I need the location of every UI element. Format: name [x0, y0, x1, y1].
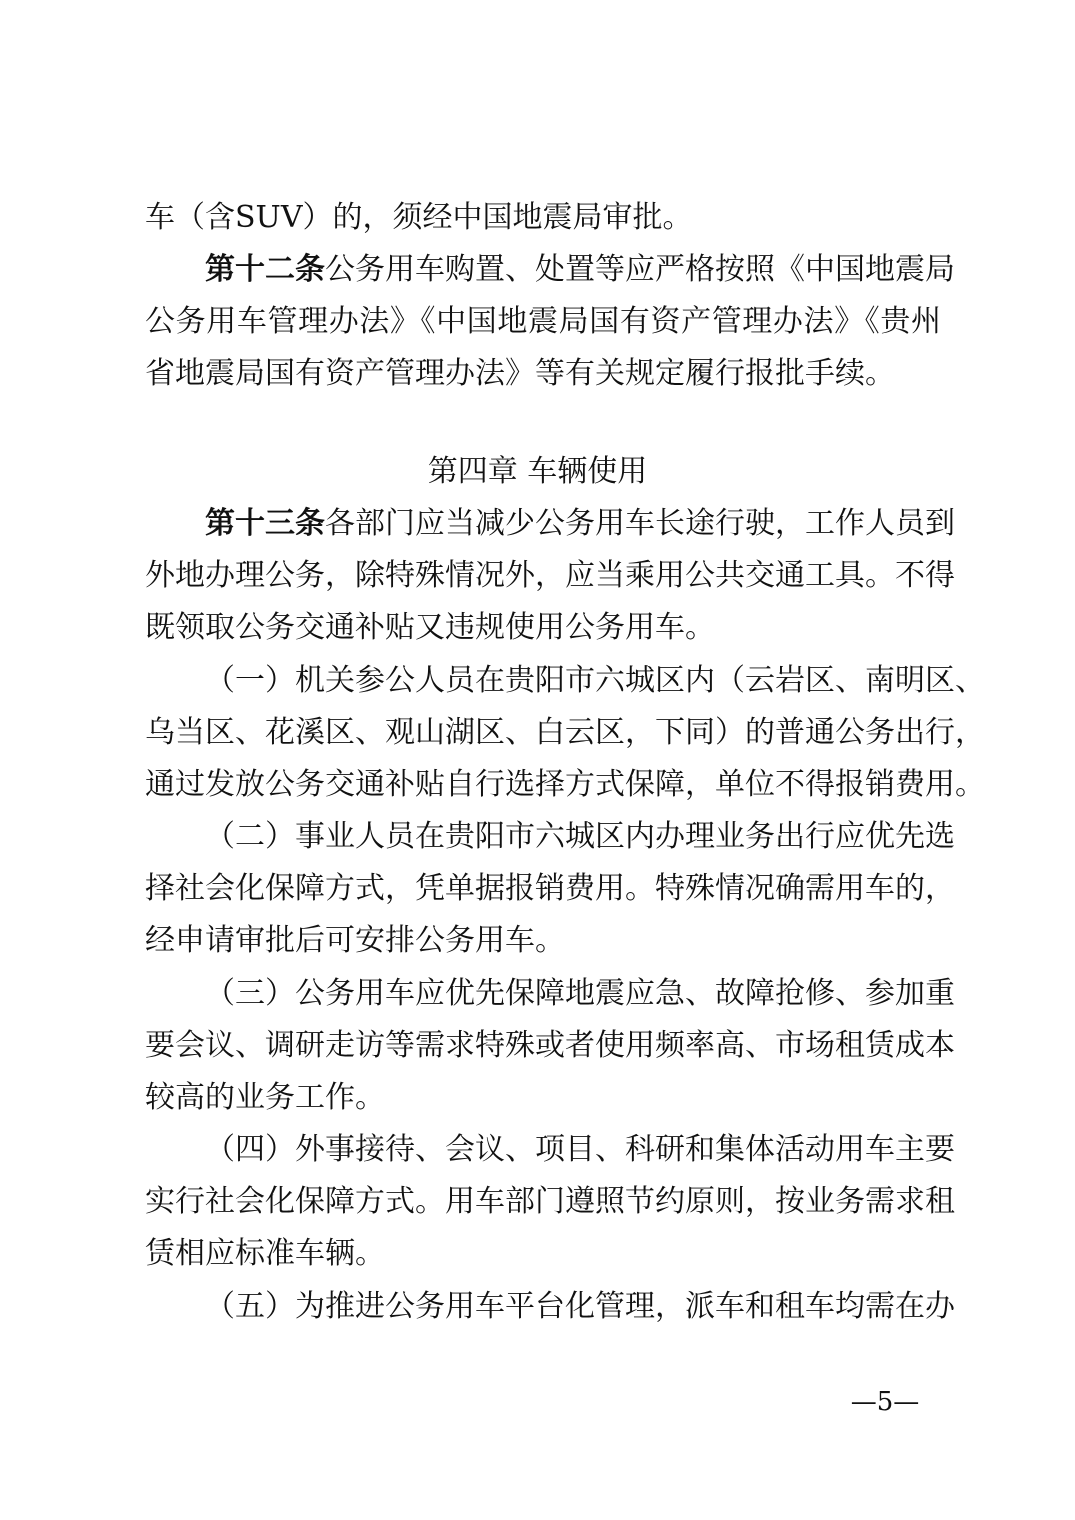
page-number: —5— — [850, 1387, 920, 1417]
line-text: 较高的业务工作。 — [145, 1080, 385, 1115]
article-12-label: 第十二条 — [205, 252, 325, 287]
line-text: 既领取公务交通补贴又违规使用公务用车。 — [145, 610, 715, 645]
clause-3-line — [205, 974, 955, 1014]
clause-1-line — [205, 661, 985, 701]
text-line — [145, 1234, 941, 1274]
line-text: 外地办理公务，除特殊情况外，应当乘用公共交通工具。不得 — [145, 558, 955, 593]
text-line — [145, 198, 941, 238]
text-line — [145, 921, 941, 961]
line-text: 车（含SUV）的，须经中国地震局审批。 — [145, 200, 693, 235]
clause-2-line — [205, 817, 955, 857]
text-line — [145, 608, 941, 648]
clause-4-line — [205, 1130, 955, 1170]
line-text: （二）事业人员在贵阳市六城区内办理业务出行应优先选 — [205, 819, 955, 854]
line-text: 省地震局国有资产管理办法》等有关规定履行报批手续。 — [145, 356, 895, 391]
line-text: 择社会化保障方式，凭单据报销费用。特殊情况确需用车的， — [145, 871, 955, 906]
text-line — [145, 1078, 941, 1118]
line-text: 通过发放公务交通补贴自行选择方式保障，单位不得报销费用。 — [145, 767, 985, 802]
line-text: 公务用车管理办法》《中国地震局国有资产管理办法》《贵州 — [145, 304, 941, 339]
text-line — [145, 713, 985, 753]
chapter-heading: 第四章 车辆使用 — [427, 454, 648, 489]
line-text: 实行社会化保障方式。用车部门遵照节约原则，按业务需求租 — [145, 1184, 955, 1219]
line-text: 要会议、调研走访等需求特殊或者使用频率高、市场租赁成本 — [145, 1028, 955, 1063]
text-line — [145, 556, 955, 596]
line-text: 各部门应当减少公务用车长途行驶，工作人员到 — [325, 506, 955, 541]
line-text: 赁相应标准车辆。 — [145, 1236, 385, 1271]
article-13-label: 第十三条 — [205, 506, 325, 541]
line-text: （五）为推进公务用车平台化管理，派车和租车均需在办 — [205, 1289, 955, 1324]
text-line — [145, 354, 941, 394]
text-line — [145, 302, 941, 342]
line-text: 公务用车购置、处置等应严格按照《中国地震局 — [325, 252, 955, 287]
text-line — [145, 765, 985, 805]
line-text: （一）机关参公人员在贵阳市六城区内（云岩区、南明区、 — [205, 663, 985, 698]
line-text: 经申请审批后可安排公务用车。 — [145, 923, 565, 958]
text-line — [145, 1026, 955, 1066]
line-text: 乌当区、花溪区、观山湖区、白云区，下同）的普通公务出行， — [145, 715, 985, 750]
article-13-line — [205, 504, 955, 544]
article-12-line — [205, 250, 955, 290]
line-text: （三）公务用车应优先保障地震应急、故障抢修、参加重 — [205, 976, 955, 1011]
text-line — [145, 869, 955, 909]
clause-5-line — [205, 1287, 955, 1327]
text-line — [145, 1182, 955, 1222]
line-text: （四）外事接待、会议、项目、科研和集体活动用车主要 — [205, 1132, 955, 1167]
